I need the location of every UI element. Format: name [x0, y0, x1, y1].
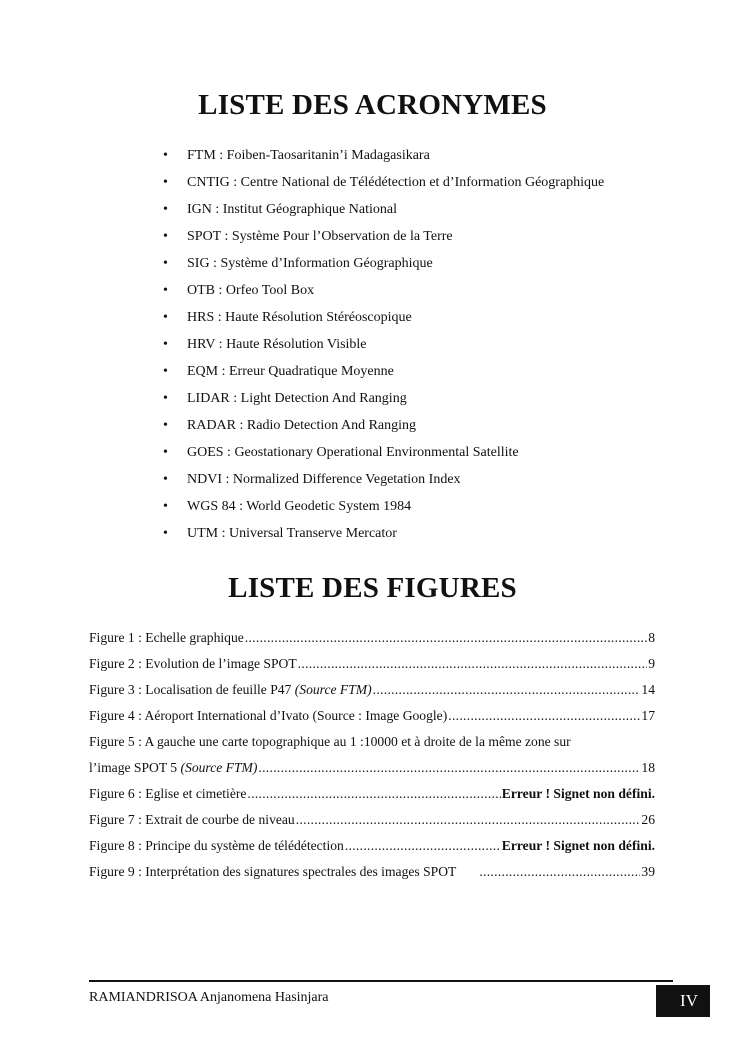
- acronym-item: • OTB : Orfeo Tool Box: [160, 278, 604, 305]
- leader-dots: [479, 859, 640, 885]
- acronym-item: • NDVI : Normalized Difference Vegetation Index: [160, 467, 604, 494]
- figure-label: Figure 5 : A gauche une carte topographique au 1 :10000 et à droite de la même zone sur: [89, 734, 571, 749]
- acronym-item: • HRS : Haute Résolution Stéréoscopique: [160, 305, 604, 332]
- leader-dots: [258, 755, 640, 781]
- figure-label: Figure 4 : Aéroport International d’Ivato (Source : Image Google): [89, 708, 448, 723]
- acronym-item: • GOES : Geostationary Operational Environmental Satellite: [160, 440, 604, 467]
- acronym-item: • IGN : Institut Géographique National: [160, 197, 604, 224]
- figure-entry-6[interactable]: [89, 781, 655, 807]
- figure-source: (Source FTM): [294, 682, 372, 697]
- figure-entry-2[interactable]: [89, 651, 655, 677]
- figure-page: 26: [641, 812, 655, 827]
- leader-dots: [296, 807, 641, 833]
- acronym-item: • LIDAR : Light Detection And Ranging: [160, 386, 604, 413]
- figure-entry-1[interactable]: [89, 625, 655, 651]
- figure-page: 18: [641, 760, 655, 775]
- figure-label: Figure 1 : Echelle graphique: [89, 630, 244, 645]
- leader-dots: [373, 677, 641, 703]
- figure-entry-9[interactable]: [89, 859, 655, 885]
- figures-heading: LISTE DES FIGURES: [228, 572, 517, 604]
- figure-page: 9: [648, 656, 655, 671]
- footer-divider: [89, 980, 673, 982]
- acronym-item: • FTM : Foiben-Taosaritanin’i Madagasikara: [160, 143, 604, 170]
- figure-entry-5-line2[interactable]: [89, 755, 655, 781]
- acronym-item: • SIG : Système d’Information Géographique: [160, 251, 604, 278]
- acronyms-heading: LISTE DES ACRONYMES: [198, 89, 547, 121]
- figure-page: 8: [648, 630, 655, 645]
- figure-label: Figure 8 : Principe du système de télédétection: [89, 838, 344, 853]
- figure-entry-5-line1[interactable]: [89, 729, 655, 755]
- acronym-item: • EQM : Erreur Quadratique Moyenne: [160, 359, 604, 386]
- acronym-item: • UTM : Universal Transerve Mercator: [160, 521, 604, 548]
- acronym-list: [160, 143, 604, 548]
- acronym-item: • HRV : Haute Résolution Visible: [160, 332, 604, 359]
- leader-dots: [247, 781, 500, 807]
- figure-label: l’image SPOT 5 (Source FTM): [89, 760, 258, 775]
- footer-author: RAMIANDRISOA Anjanomena Hasinjara: [89, 990, 329, 1005]
- figure-page: 14: [641, 682, 655, 697]
- figure-source: (Source FTM): [180, 760, 258, 775]
- acronym-item: • SPOT : Système Pour l’Observation de la Terre: [160, 224, 604, 251]
- figure-entry-7[interactable]: [89, 807, 655, 833]
- figure-page-error: Erreur ! Signet non défini.: [501, 786, 655, 801]
- acronym-item: • RADAR : Radio Detection And Ranging: [160, 413, 604, 440]
- acronym-item: • WGS 84 : World Geodetic System 1984: [160, 494, 604, 521]
- leader-dots: [245, 625, 647, 651]
- figure-label: Figure 7 : Extrait de courbe de niveau: [89, 812, 295, 827]
- figure-entry-8[interactable]: [89, 833, 655, 859]
- acronym-item: • CNTIG : Centre National de Télédétection et d’Information Géographique: [160, 170, 604, 197]
- page-number-badge: IV: [656, 985, 710, 1017]
- figure-label: Figure 9 : Interprétation des signatures spectrales des images SPOT: [89, 864, 457, 879]
- figure-label: Figure 3 : Localisation de feuille P47 (Source FTM): [89, 682, 372, 697]
- leader-dots: [448, 703, 640, 729]
- figure-label: Figure 6 : Eglise et cimetière: [89, 786, 247, 801]
- leader-dots: [298, 651, 648, 677]
- figure-page-error: Erreur ! Signet non défini.: [501, 838, 655, 853]
- figure-page: 17: [641, 708, 655, 723]
- figure-label: Figure 2 : Evolution de l’image SPOT: [89, 656, 297, 671]
- figure-entry-3[interactable]: [89, 677, 655, 703]
- figure-entry-4[interactable]: [89, 703, 655, 729]
- leader-dots: [345, 833, 501, 859]
- figure-page: 39: [641, 864, 655, 879]
